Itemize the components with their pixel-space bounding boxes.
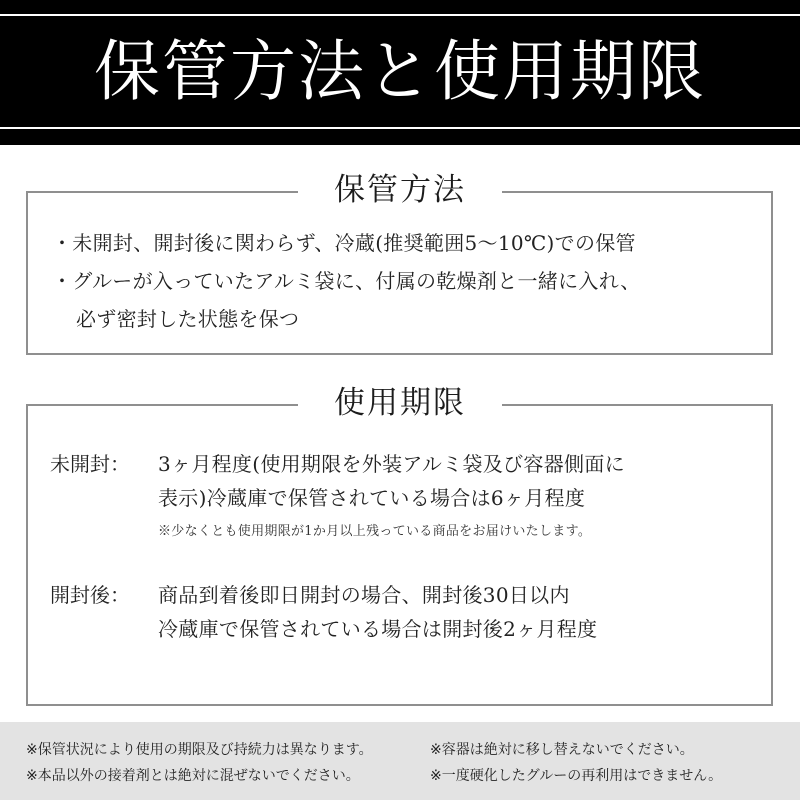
- storage-line-1: ・未開封、開封後に関わらず、冷蔵(推奨範囲5〜10℃)での保管: [52, 231, 636, 255]
- footer-note-4: ※一度硬化したグルーの再利用はできません。: [430, 768, 723, 784]
- storage-line-3: 必ず密封した状態を保つ: [76, 307, 300, 331]
- page-title: 保管方法と使用期限: [94, 33, 706, 110]
- storage-line-2: ・グルーが入っていたアルミ袋に、付属の乾燥剤と一緒に入れ、: [52, 269, 641, 293]
- opened-line-2: 冷蔵庫で保管されている場合は開封後2ヶ月程度: [158, 617, 598, 641]
- header-banner: [0, 0, 800, 145]
- expiry-title-text: 使用期限: [298, 383, 502, 423]
- footer-note-3: ※本品以外の接着剤とは絶対に混ぜないでください。: [26, 768, 360, 784]
- header-bottom-rule: [0, 127, 800, 129]
- expiry-title: [0, 383, 800, 423]
- unopened-line-1: 3ヶ月程度(使用期限を外装アルミ袋及び容器側面に: [158, 452, 625, 476]
- header-top-rule: [0, 14, 800, 16]
- opened-line-1: 商品到着後即日開封の場合、開封後30日以内: [158, 583, 570, 607]
- unopened-note: ※少なくとも使用期限が1か月以上残っている商品をお届けいたします。: [158, 524, 592, 539]
- footer-notes: [0, 722, 800, 800]
- footer-note-1: ※保管状況により使用の期限及び持続力は異なります。: [26, 742, 373, 758]
- opened-label: 開封後：: [50, 583, 130, 607]
- storage-title-text: 保管方法: [298, 170, 502, 210]
- unopened-label: 未開封：: [50, 452, 130, 476]
- storage-title: [0, 170, 800, 210]
- footer-note-2: ※容器は絶対に移し替えないでください。: [430, 742, 694, 758]
- unopened-line-2: 表示)冷蔵庫で保管されている場合は6ヶ月程度: [158, 486, 586, 510]
